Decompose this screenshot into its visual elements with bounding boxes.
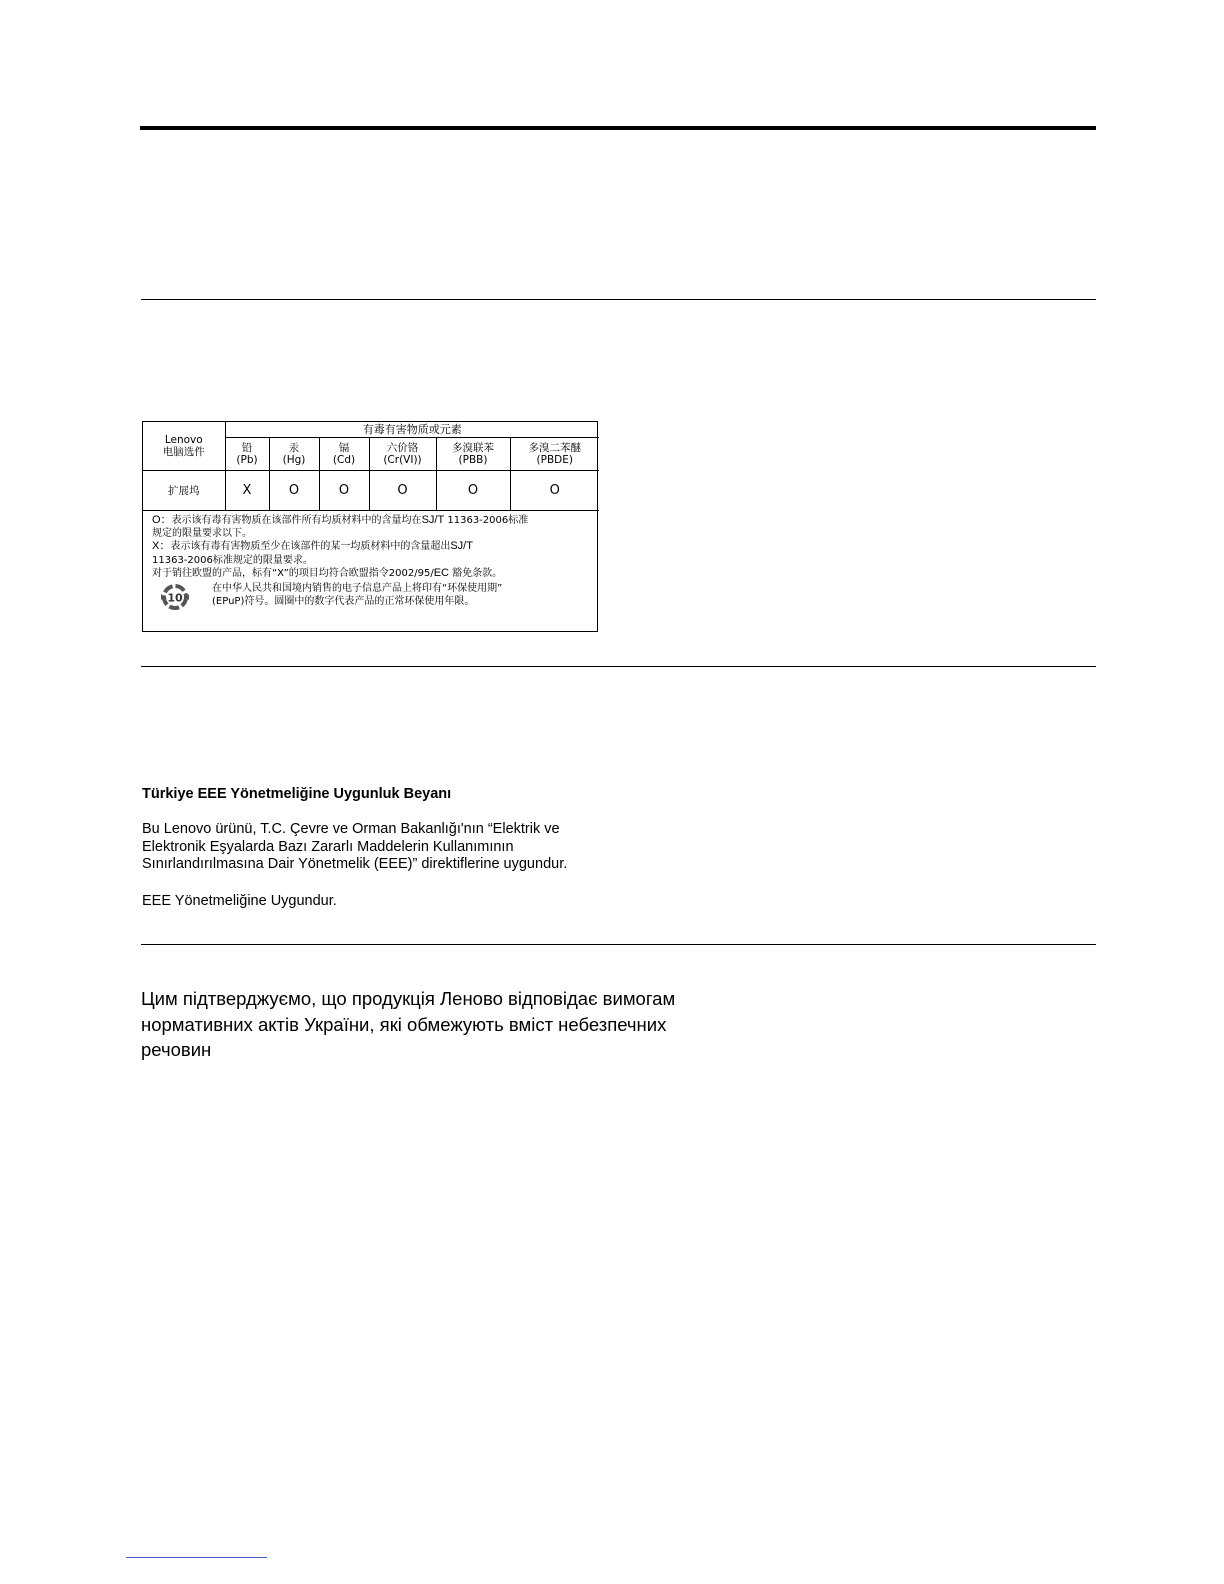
value-cell-pbde: O <box>510 471 599 511</box>
turkish-body: Bu Lenovo ürünü, T.C. Çevre ve Orman Bakanlığı'nın “Elektrik ve Elektronik Eşyalarda Bazı Zararlı Maddelerin Kullanımının Sınırlandırılmasına Dair Yönetmelik (EEE)” direktiflerine uygundur. <box>142 821 568 872</box>
turkish-conformity: EEE Yönetmeliğine Uygundur. <box>142 893 337 909</box>
substance-header-pb: 铅 (Pb) <box>225 438 269 471</box>
epup-logo-icon <box>158 582 192 612</box>
epup-logo-number: 10 <box>167 591 183 605</box>
value-cell-cd: O <box>319 471 369 511</box>
note-o: O：表示该有毒有害物质在该部件所有均质材料中的含量均在SJ/T 11363-2006标准 规定的限量要求以下。 <box>152 514 529 540</box>
top-heavy-rule <box>140 126 1096 130</box>
part-label-en: Lenovo <box>164 434 203 446</box>
ukrainian-statement: Цим підтверджуємо, що продукція Леново відповідає вимогам нормативних актів України, які обмежують вміст небезпечних речовин <box>141 988 676 1060</box>
epup-text: 在中华人民共和国境内销售的电子信息产品上将印有“环保使用期” (EPuP)符号。圆圈中的数字代表产品的正常环保使用年限。 <box>212 583 503 608</box>
substance-group-header: 有毒有害物质或元素 <box>225 422 599 438</box>
value-cell-cr6: O <box>369 471 436 511</box>
section-divider-3 <box>141 944 1096 945</box>
section-divider-2 <box>141 666 1096 667</box>
substance-header-pbb: 多溴联苯 (PBB) <box>436 438 510 471</box>
value-cell-hg: O <box>269 471 319 511</box>
epup-note <box>152 582 588 612</box>
row-name-cell: 扩展坞 <box>143 471 225 511</box>
substance-header-cr6: 六价铬 (Cr(VI)) <box>369 438 436 471</box>
substance-header-cd: 镉 (Cd) <box>319 438 369 471</box>
note-eu: 对于销往欧盟的产品，标有“X”的项目均符合欧盟指令2002/95/EC 豁免条款。 <box>152 566 503 579</box>
section-divider-1 <box>141 299 1096 300</box>
value-cell-pb: X <box>225 471 269 511</box>
substance-header-pbde: 多溴二苯醚 (PBDE) <box>510 438 599 471</box>
value-cell-pbb: O <box>436 471 510 511</box>
table-row <box>143 471 599 511</box>
substance-header-hg: 汞 (Hg) <box>269 438 319 471</box>
turkish-title: Türkiye EEE Yönetmeliğine Uygunluk Beyanı <box>142 786 452 802</box>
table-notes <box>143 511 597 612</box>
part-label-cell <box>143 422 225 471</box>
rohs-table <box>142 421 598 632</box>
part-label-cn: 电脑选件 <box>162 446 205 458</box>
note-x: X：表示该有毒有害物质至少在该部件的某一均质材料中的含量超出SJ/T 11363-2006标准规定的限量要求。 <box>152 540 473 566</box>
footer-underline <box>126 1557 267 1558</box>
